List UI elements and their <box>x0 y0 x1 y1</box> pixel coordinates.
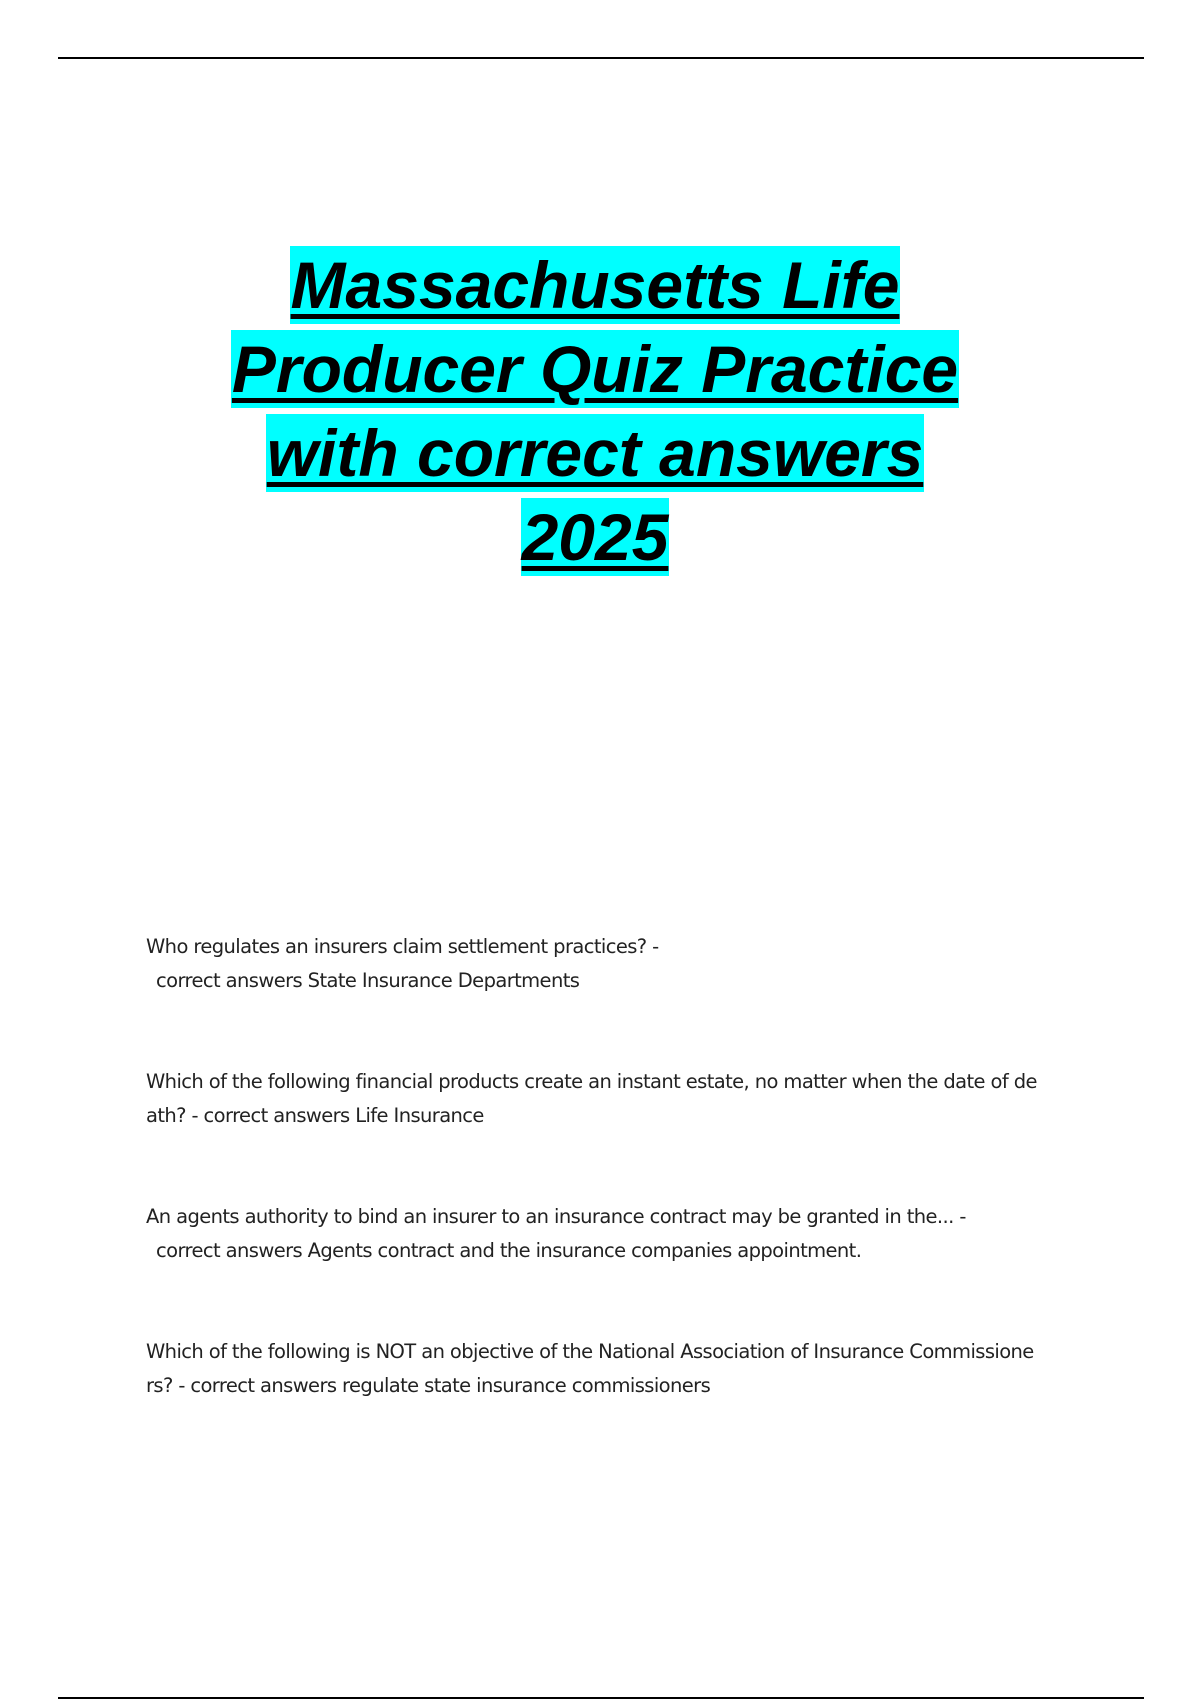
qa-item <box>146 1200 1086 1268</box>
title-line-text: with correct answers <box>266 416 924 490</box>
answer-text: correct answers State Insurance Departments <box>156 969 580 992</box>
question-text: Which of the following financial products create an instant estate, no matter when the date of de <box>146 1070 1037 1093</box>
qa-item <box>146 930 1086 998</box>
question-text: An agents authority to bind an insurer to an insurance contract may be granted in the... - <box>146 1205 966 1228</box>
qa-item <box>146 1065 1086 1133</box>
qa-list <box>146 930 1086 1403</box>
document-title <box>100 246 1090 582</box>
answer-text: rs? - correct answers regulate state insurance commissioners <box>146 1374 711 1397</box>
title-line <box>100 246 1090 330</box>
title-line-text: 2025 <box>521 500 669 574</box>
title-line <box>100 414 1090 498</box>
title-line <box>100 330 1090 414</box>
answer-text: correct answers Agents contract and the insurance companies appointment. <box>156 1239 862 1262</box>
question-text: Who regulates an insurers claim settlement practices? - <box>146 935 659 958</box>
title-line-text: Producer Quiz Practice <box>231 332 959 406</box>
top-rule <box>58 57 1144 59</box>
answer-text: ath? - correct answers Life Insurance <box>146 1104 484 1127</box>
question-text: Which of the following is NOT an objective of the National Association of Insurance Commissione <box>146 1340 1034 1363</box>
qa-item <box>146 1335 1086 1403</box>
title-line-text: Massachusetts Life <box>290 248 900 322</box>
title-line <box>100 498 1090 582</box>
bottom-rule <box>58 1697 1144 1699</box>
